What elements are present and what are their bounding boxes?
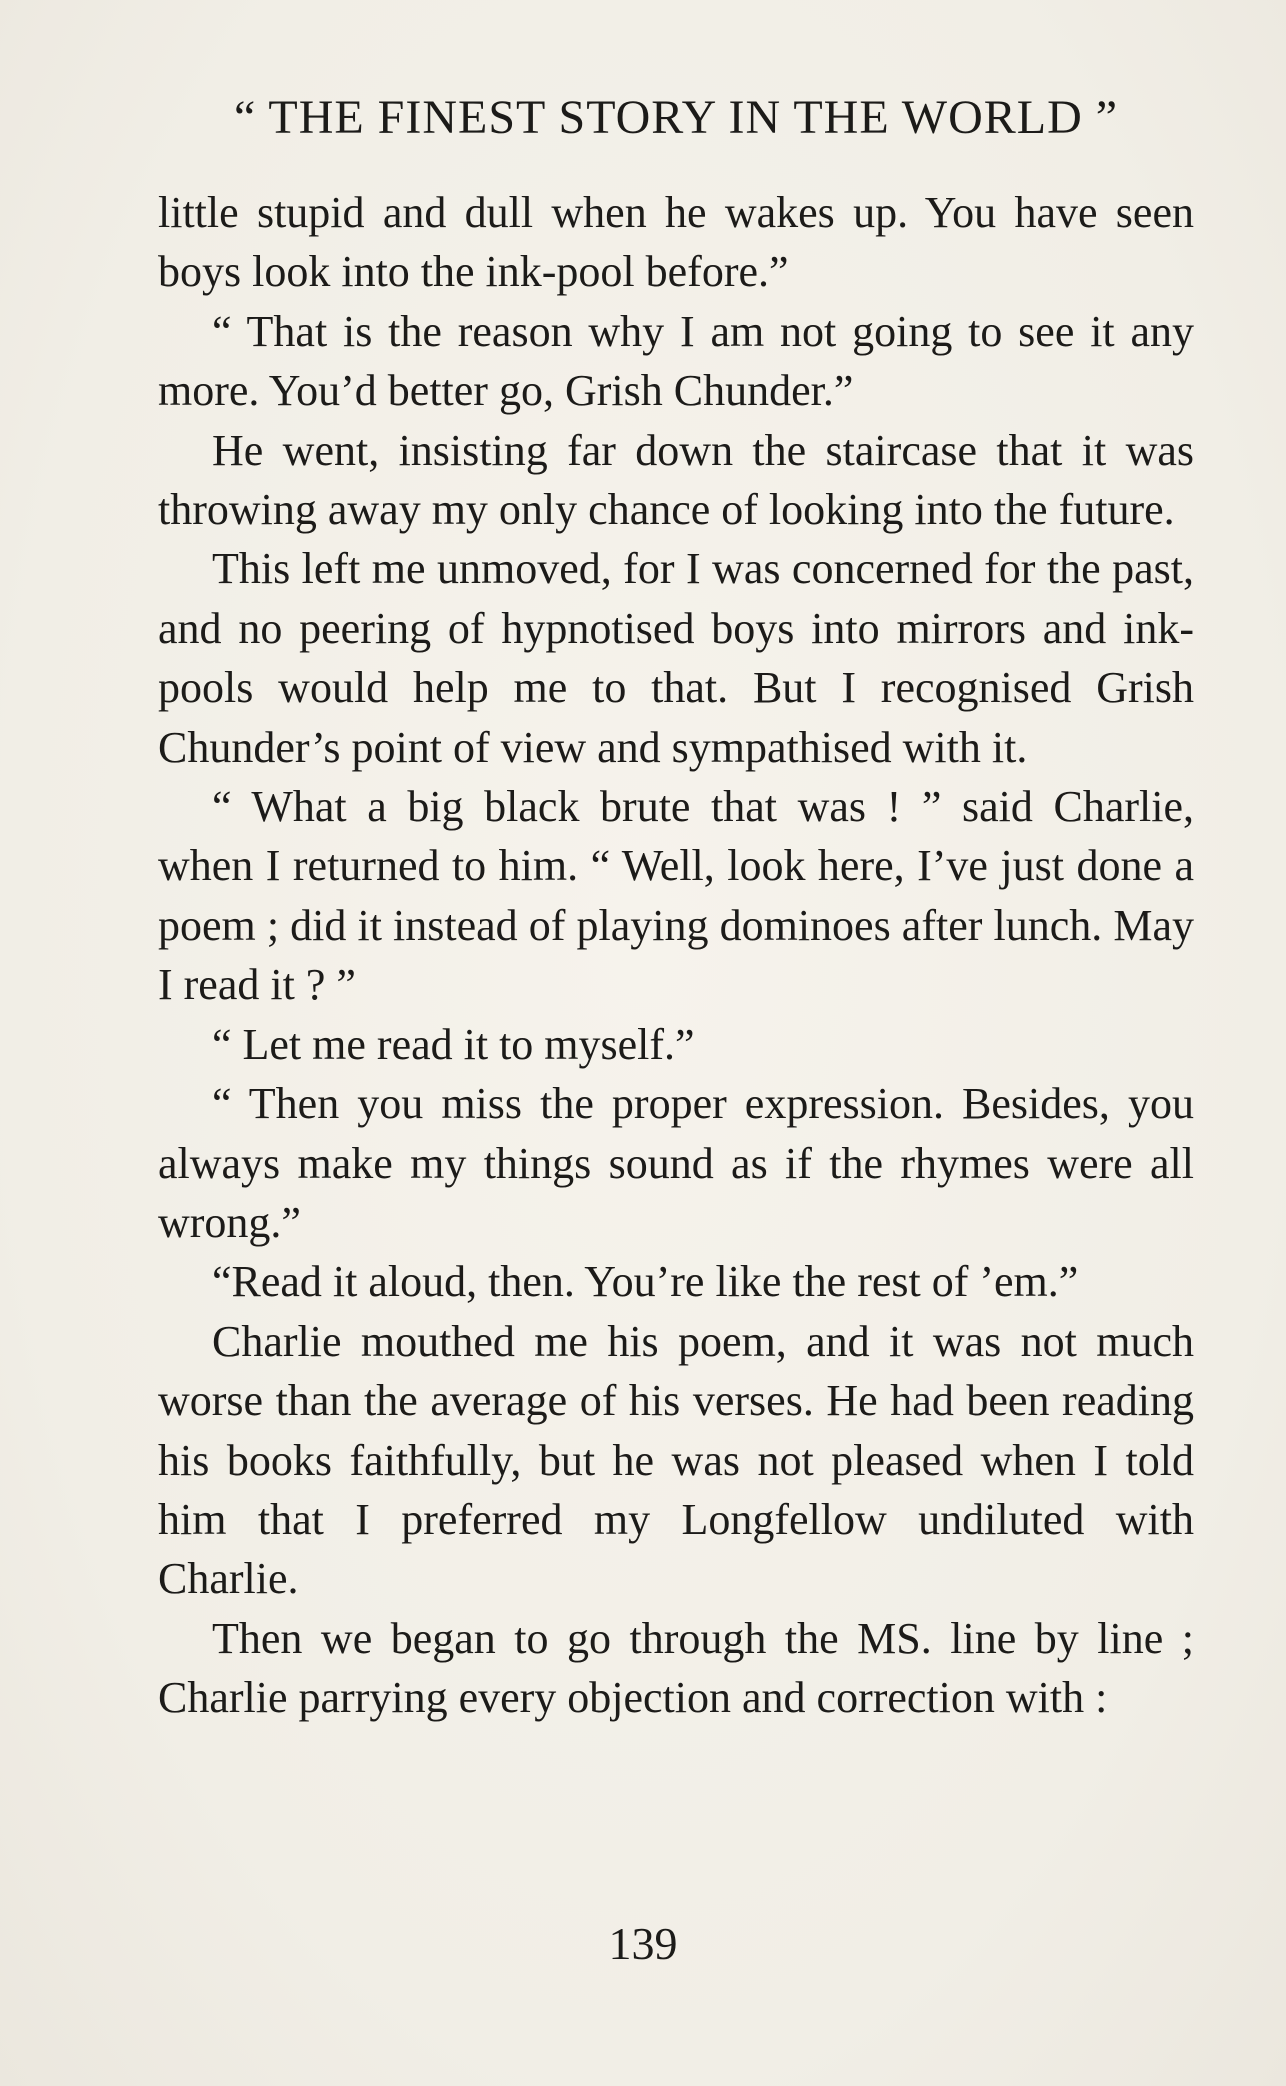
paragraph-continuation: little stupid and dull when he wakes up. You have seen boys look into the ink-pool before.” [158,188,1194,297]
paragraph: This left me unmoved, for I was concerned for the past, and no peering of hypnotised boys into mirrors and ink-pools would help me to that. But I recognised Grish Chunder’s point of view and sympathised with it. [158,544,1194,772]
paragraph: “ Then you miss the proper expression. Besides, you always make my things sound as if the rhymes were all wrong.” [158,1079,1194,1247]
paragraph: “ Let me read it to myself.” [212,1019,695,1069]
body-text [158,183,1194,1728]
page-number: 139 [608,1918,678,1969]
paragraph: “ That is the reason why I am not going to see it any more. You’d better go, Grish Chunder.” [158,306,1194,416]
paragraph: “Read it aloud, then. You’re like the rest of ’em.” [212,1257,1079,1307]
paragraph: Charlie mouthed me his poem, and it was not much worse than the average of his verses. He had been reading his books faithfully, but he was not pleased when I told him that I preferred my Longfellow undiluted with Charlie. [158,1316,1194,1604]
running-head: “ THE FINEST STORY IN THE WORLD ” [233,91,1119,144]
paragraph: “ What a big black brute that was ! ” said Charlie, when I returned to him. “ Well, look here, I’ve just done a poem ; did it instead of playing dominoes after lunch. May I read it ? ” [158,782,1194,1010]
paragraph: Then we began to go through the MS. line by line ; Charlie parrying every objection and correction with : [158,1613,1194,1723]
paragraph: He went, insisting far down the staircase that it was throwing away my only chance of looking into the future. [158,425,1194,535]
